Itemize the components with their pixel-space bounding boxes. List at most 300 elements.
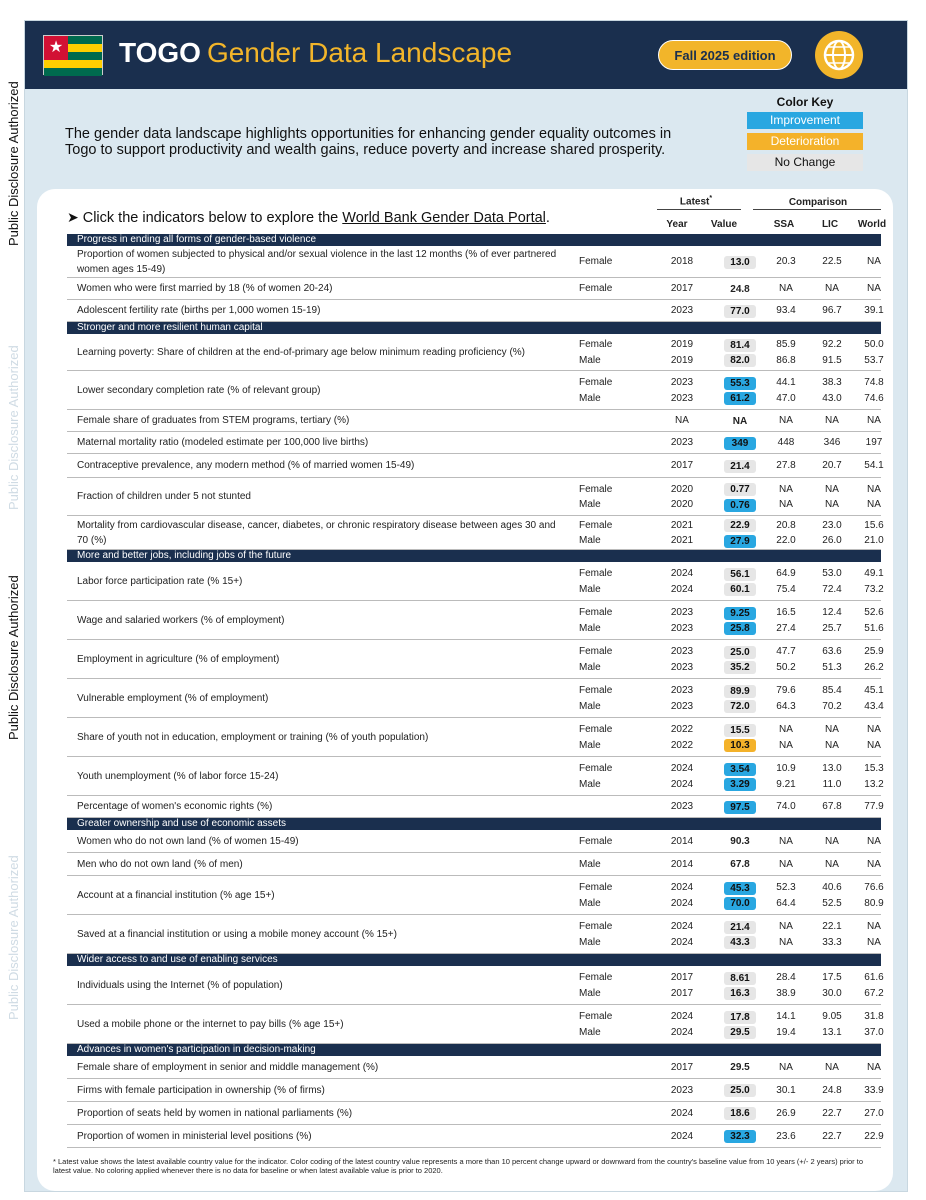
- world-value: 54.1: [864, 460, 884, 472]
- lic-value: NA: [825, 858, 839, 870]
- lic-value: NA: [825, 835, 839, 847]
- latest-value: 32.3: [724, 1130, 756, 1143]
- year-value: 2023: [670, 700, 694, 712]
- ssa-value: 26.9: [776, 1107, 796, 1119]
- latest-value: 3.29: [724, 778, 756, 791]
- value-header: Value: [710, 219, 738, 230]
- latest-value: 82.0: [724, 354, 756, 367]
- indicator-name[interactable]: Mortality from cardiovascular disease, cancer, diabetes, or chronic respiratory disease between ages 30 and 70 (%): [77, 519, 556, 546]
- sex-label: Female: [579, 646, 613, 657]
- indicator-row[interactable]: [67, 1056, 881, 1079]
- sex-label: Male: [579, 897, 601, 909]
- world-value: NA: [867, 483, 881, 495]
- indicator-name[interactable]: Percentage of women's economic rights (%): [77, 801, 273, 813]
- indicator-name[interactable]: Proportion of women in ministerial level positions (%): [77, 1130, 312, 1142]
- comparison-header: Comparison: [788, 197, 848, 208]
- year-value: 2024: [670, 1107, 694, 1119]
- year-value: 2024: [670, 778, 694, 790]
- world-value: NA: [867, 256, 881, 268]
- indicator-row[interactable]: [67, 562, 884, 601]
- lic-value: 70.2: [822, 700, 842, 712]
- sex-label: Female: [579, 256, 613, 268]
- year-value: NA: [675, 415, 689, 427]
- side-label: Public Disclosure Authorized: [6, 575, 21, 740]
- lic-value: 38.3: [822, 377, 842, 388]
- world-value: 33.9: [864, 1084, 884, 1096]
- sex-label: Female: [579, 724, 613, 735]
- edition-badge: Fall 2025 edition: [658, 40, 792, 70]
- year-value: 2021: [670, 535, 694, 546]
- indicator-name[interactable]: Used a mobile phone or the internet to pay bills (% age 15+): [77, 1018, 344, 1030]
- latest-value: 9.25: [724, 607, 756, 620]
- lic-value: 22.5: [822, 256, 842, 268]
- year-value: 2022: [670, 724, 694, 735]
- indicator-name[interactable]: Youth unemployment (% of labor force 15-24): [77, 770, 279, 782]
- world-value: NA: [867, 1061, 881, 1073]
- indicator-row[interactable]: [67, 432, 881, 454]
- ssa-value: 75.4: [776, 583, 796, 595]
- lic-value: 63.6: [822, 646, 842, 657]
- indicator-name[interactable]: Employment in agriculture (% of employment): [77, 653, 280, 665]
- side-label: Public Disclosure Authorized: [6, 81, 21, 246]
- ssa-value: 448: [777, 437, 795, 449]
- world-value: NA: [867, 283, 881, 295]
- lic-value: NA: [825, 739, 839, 751]
- ssa-value: NA: [779, 739, 793, 751]
- ssa-value: 27.8: [776, 460, 796, 472]
- indicator-panel: [37, 189, 893, 1191]
- indicator-name[interactable]: Proportion of seats held by women in national parliaments (%): [77, 1107, 353, 1119]
- ssa-value: NA: [779, 415, 793, 427]
- key-deterioration: Deterioration: [747, 133, 863, 150]
- lic-value: 33.3: [822, 936, 842, 948]
- sex-label: Male: [579, 535, 601, 546]
- world-value: 25.9: [864, 646, 884, 657]
- side-label-faint: Public Disclosure Authorized: [6, 345, 21, 510]
- sex-label: Female: [579, 568, 613, 579]
- world-value: 37.0: [864, 1026, 884, 1038]
- latest-value: 97.5: [724, 801, 756, 814]
- lic-value: 23.0: [822, 519, 842, 531]
- indicator-name[interactable]: Account at a financial institution (% age 15+): [77, 889, 275, 901]
- year-value: 2023: [670, 646, 694, 657]
- ssa-header: SSA: [773, 219, 795, 230]
- latest-value: 3.54: [724, 763, 756, 776]
- latest-value: 56.1: [724, 568, 756, 581]
- latest-header: Latest*: [679, 195, 713, 208]
- indicator-row[interactable]: [67, 966, 884, 1005]
- latest-value: 0.76: [724, 499, 756, 512]
- latest-value: 61.2: [724, 392, 756, 405]
- indicator-name[interactable]: Maternal mortality ratio (modeled estimate per 100,000 live births): [77, 437, 369, 449]
- lic-value: 22.1: [822, 921, 842, 932]
- ssa-value: 47.7: [776, 646, 796, 657]
- lic-value: 22.7: [822, 1130, 842, 1142]
- world-value: NA: [867, 936, 881, 948]
- section-header: Stronger and more resilient human capital: [67, 322, 881, 334]
- indicator-row[interactable]: [67, 679, 884, 718]
- world-value: 76.6: [864, 882, 884, 893]
- world-value: NA: [867, 835, 881, 847]
- indicator-row[interactable]: [67, 601, 884, 640]
- year-value: 2017: [670, 460, 694, 472]
- ssa-value: NA: [779, 483, 793, 495]
- indicator-row[interactable]: [67, 830, 881, 853]
- latest-value: 81.4: [724, 339, 756, 352]
- world-value: 49.1: [864, 568, 884, 579]
- lic-value: 13.1: [822, 1026, 842, 1038]
- year-value: 2024: [670, 568, 694, 579]
- lic-value: 92.2: [822, 339, 842, 350]
- indicator-row[interactable]: [67, 516, 884, 550]
- world-value: 27.0: [864, 1107, 884, 1119]
- world-value: 80.9: [864, 897, 884, 909]
- year-value: 2019: [670, 354, 694, 366]
- world-value: 73.2: [864, 583, 884, 595]
- indicator-name[interactable]: Vulnerable employment (% of employment): [77, 692, 269, 704]
- year-value: 2023: [670, 801, 694, 813]
- latest-value: 15.5: [724, 724, 756, 737]
- indicator-name[interactable]: Female share of graduates from STEM programs, tertiary (%): [77, 415, 350, 427]
- world-value: NA: [867, 415, 881, 427]
- ssa-value: NA: [779, 499, 793, 510]
- world-bank-globe-icon: [815, 31, 863, 79]
- year-value: 2017: [670, 1061, 694, 1073]
- ssa-value: 74.0: [776, 801, 796, 813]
- ssa-value: 27.4: [776, 622, 796, 634]
- latest-value: 10.3: [724, 739, 756, 752]
- latest-value: 24.8: [730, 283, 750, 295]
- sex-label: Male: [579, 661, 601, 673]
- latest-value: 16.3: [724, 987, 756, 1000]
- lic-value: 346: [823, 437, 841, 449]
- sex-label: Male: [579, 778, 601, 790]
- indicator-name[interactable]: Fraction of children under 5 not stunted: [77, 491, 251, 503]
- latest-value: 45.3: [724, 882, 756, 895]
- ssa-value: 86.8: [776, 354, 796, 366]
- year-header: Year: [666, 219, 688, 230]
- ssa-value: NA: [779, 724, 793, 735]
- ssa-value: 30.1: [776, 1084, 796, 1096]
- section-header: Greater ownership and use of economic assets: [67, 818, 881, 830]
- world-value: 39.1: [864, 305, 884, 317]
- ssa-value: NA: [779, 835, 793, 847]
- indicator-name[interactable]: Contraceptive prevalence, any modern method (% of married women 15-49): [77, 460, 415, 472]
- intro-text: The gender data landscape highlights opportunities for enhancing gender equality outcomes in Togo to support productivity and wealth gains, reduce poverty and increase shared prosperity.: [65, 126, 672, 158]
- latest-value: 8.61: [724, 972, 756, 985]
- indicator-name[interactable]: Share of youth not in education, employment or training (% of youth population): [77, 731, 429, 743]
- world-value: 61.6: [864, 972, 884, 983]
- ssa-value: 38.9: [776, 987, 796, 999]
- lic-value: 40.6: [822, 882, 842, 893]
- indicator-row[interactable]: [67, 410, 881, 432]
- lic-value: 17.5: [822, 972, 842, 983]
- lic-value: 30.0: [822, 987, 842, 999]
- world-value: 13.2: [864, 778, 884, 790]
- indicator-row[interactable]: [67, 757, 884, 796]
- ssa-value: 23.6: [776, 1130, 796, 1142]
- latest-value: 60.1: [724, 583, 756, 596]
- ssa-value: 44.1: [776, 377, 796, 388]
- latest-value: 67.8: [730, 859, 750, 871]
- sex-label: Female: [579, 685, 613, 696]
- year-value: 2024: [670, 1026, 694, 1038]
- lic-value: 12.4: [822, 607, 842, 618]
- lic-value: NA: [825, 283, 839, 295]
- ssa-value: 14.1: [776, 1011, 796, 1022]
- sex-label: Male: [579, 700, 601, 712]
- latest-value: 13.0: [724, 256, 756, 269]
- lic-value: NA: [825, 499, 839, 510]
- world-value: 31.8: [864, 1011, 884, 1022]
- year-value: 2024: [670, 1011, 694, 1022]
- lic-value: 52.5: [822, 897, 842, 909]
- color-key: Color Key Improvement Deterioration No Change: [747, 95, 863, 175]
- ssa-value: 22.0: [776, 535, 796, 546]
- indicator-row[interactable]: [67, 371, 884, 410]
- indicator-name[interactable]: Female share of employment in senior and middle management (%): [77, 1061, 379, 1073]
- ssa-value: 10.9: [776, 763, 796, 774]
- indicator-row[interactable]: [67, 1102, 884, 1125]
- lic-value: 91.5: [822, 354, 842, 366]
- indicator-name[interactable]: Women who were first married by 18 (% of women 20-24): [77, 283, 333, 295]
- footnote: * Latest value shows the latest available country value for the indicator. Color coding of the latest country value represents a more than 10 percent change upward or downward from the country's baseline value from 10 years (+/- 2 years) prior to latest value. No coloring applied whenever there is no data for baseline or when latest available value is prior to 2020.: [53, 1157, 863, 1175]
- indicator-row[interactable]: [67, 640, 884, 679]
- ssa-value: 20.3: [776, 256, 796, 268]
- world-value: 15.3: [864, 763, 884, 774]
- ssa-value: 20.8: [776, 519, 796, 531]
- latest-value: 349: [724, 437, 756, 450]
- year-value: 2017: [670, 987, 694, 999]
- latest-value: 90.3: [730, 836, 750, 848]
- indicator-row[interactable]: [67, 1079, 884, 1102]
- lic-header: LIC: [821, 219, 839, 230]
- indicator-name[interactable]: Women who do not own land (% of women 15-49): [77, 835, 299, 847]
- world-value: 45.1: [864, 685, 884, 696]
- lic-value: 43.0: [822, 392, 842, 404]
- latest-value: 22.9: [724, 519, 756, 532]
- ssa-value: 52.3: [776, 882, 796, 893]
- year-value: 2023: [670, 377, 694, 388]
- latest-value: 89.9: [724, 685, 756, 698]
- lic-value: NA: [825, 483, 839, 495]
- year-value: 2023: [670, 437, 694, 449]
- lic-value: 11.0: [822, 778, 842, 790]
- indicator-row[interactable]: [67, 915, 881, 954]
- indicator-row[interactable]: [67, 1125, 884, 1148]
- world-value: NA: [867, 724, 881, 735]
- indicator-row[interactable]: [67, 454, 884, 478]
- cursor-arrow-icon: ➤: [67, 209, 79, 225]
- sex-label: Male: [579, 622, 601, 634]
- ssa-value: NA: [779, 283, 793, 295]
- lic-value: 9.05: [822, 1011, 842, 1022]
- year-value: 2023: [670, 685, 694, 696]
- latest-value: 43.3: [724, 936, 756, 949]
- year-value: 2021: [670, 519, 694, 531]
- indicator-row[interactable]: [67, 853, 881, 876]
- year-value: 2024: [670, 583, 694, 595]
- latest-value: NA: [732, 415, 748, 427]
- ssa-value: 93.4: [776, 305, 796, 317]
- latest-value: 21.4: [724, 921, 756, 934]
- world-value: 74.8: [864, 377, 884, 388]
- latest-value: 21.4: [724, 460, 756, 473]
- lic-value: 85.4: [822, 685, 842, 696]
- year-value: 2023: [670, 392, 694, 404]
- indicator-name[interactable]: Saved at a financial institution or using a mobile money account (% 15+): [77, 928, 397, 940]
- world-value: 22.9: [864, 1130, 884, 1142]
- world-value: NA: [867, 858, 881, 870]
- ssa-value: 79.6: [776, 685, 796, 696]
- ssa-value: 64.3: [776, 700, 796, 712]
- indicator-row[interactable]: [67, 796, 884, 818]
- indicator-name[interactable]: Individuals using the Internet (% of population): [77, 979, 283, 991]
- world-header: World: [857, 219, 887, 230]
- indicator-row[interactable]: [67, 300, 884, 322]
- portal-link[interactable]: World Bank Gender Data Portal: [342, 210, 546, 226]
- world-value: 53.7: [864, 354, 884, 366]
- sex-label: Male: [579, 987, 601, 999]
- world-value: NA: [867, 499, 881, 510]
- latest-value: 29.5: [730, 1062, 750, 1074]
- year-value: 2014: [670, 858, 694, 870]
- section-header: Progress in ending all forms of gender-based violence: [67, 234, 881, 246]
- year-value: 2023: [670, 607, 694, 618]
- year-value: 2024: [670, 897, 694, 909]
- lic-value: 24.8: [822, 1084, 842, 1096]
- latest-value: 35.2: [724, 661, 756, 674]
- lic-value: 13.0: [822, 763, 842, 774]
- page-title: TOGO Gender Data Landscape: [119, 37, 513, 68]
- world-value: 26.2: [864, 661, 884, 673]
- sex-label: Female: [579, 377, 613, 388]
- ssa-value: 64.4: [776, 897, 796, 909]
- section-header: Wider access to and use of enabling services: [67, 954, 881, 966]
- latest-value: 70.0: [724, 897, 756, 910]
- section-header: More and better jobs, including jobs of the future: [67, 550, 881, 562]
- sex-label: Male: [579, 936, 601, 948]
- indicator-row[interactable]: [67, 876, 884, 915]
- world-value: 15.6: [864, 519, 884, 531]
- latest-value: 25.0: [724, 1084, 756, 1097]
- year-value: 2023: [670, 305, 694, 317]
- ssa-value: 9.21: [776, 778, 796, 790]
- latest-value: 0.77: [724, 483, 756, 496]
- side-label-faint: Public Disclosure Authorized: [6, 855, 21, 1020]
- indicator-name[interactable]: Firms with female participation in ownership (% of firms): [77, 1084, 325, 1096]
- indicator-row[interactable]: [67, 246, 881, 278]
- lic-value: NA: [825, 724, 839, 735]
- ssa-value: 50.2: [776, 661, 796, 673]
- sex-label: Male: [579, 1026, 601, 1038]
- indicator-table: [67, 234, 884, 1148]
- indicator-name[interactable]: Labor force participation rate (% 15+): [77, 575, 243, 587]
- latest-value: 55.3: [724, 377, 756, 390]
- indicator-name[interactable]: Lower secondary completion rate (% of relevant group): [77, 384, 321, 396]
- key-improvement: Improvement: [747, 112, 863, 129]
- indicator-name[interactable]: Learning poverty: Share of children at the end-of-primary age below minimum reading proficiency (%): [77, 346, 525, 358]
- indicator-row[interactable]: [67, 478, 881, 516]
- year-value: 2020: [670, 483, 694, 495]
- year-value: 2024: [670, 882, 694, 893]
- year-value: 2019: [670, 339, 694, 350]
- sex-label: Female: [579, 835, 613, 847]
- indicator-row[interactable]: [67, 1005, 884, 1044]
- indicator-row[interactable]: [67, 334, 884, 371]
- world-value: 51.6: [864, 622, 884, 634]
- year-value: 2024: [670, 1130, 694, 1142]
- sex-label: Male: [579, 739, 601, 751]
- latest-value: 17.8: [724, 1011, 756, 1024]
- year-value: 2024: [670, 921, 694, 932]
- world-value: 52.6: [864, 607, 884, 618]
- report-frame: [24, 20, 908, 1192]
- world-value: NA: [867, 921, 881, 932]
- latest-value: 72.0: [724, 700, 756, 713]
- sex-label: Female: [579, 339, 613, 350]
- togo-flag-icon: ★: [43, 35, 103, 75]
- year-value: 2017: [670, 283, 694, 295]
- lic-value: 25.7: [822, 622, 842, 634]
- sex-label: Female: [579, 1011, 613, 1022]
- lic-value: 26.0: [822, 535, 842, 546]
- sex-label: Male: [579, 858, 601, 870]
- ssa-value: 47.0: [776, 392, 796, 404]
- year-value: 2024: [670, 763, 694, 774]
- latest-value: 29.5: [724, 1026, 756, 1039]
- indicator-name[interactable]: Adolescent fertility rate (births per 1,000 women 15-19): [77, 305, 321, 317]
- latest-value: 25.0: [724, 646, 756, 659]
- indicator-row[interactable]: [67, 278, 881, 300]
- sex-label: Male: [579, 392, 601, 404]
- lic-value: 20.7: [822, 460, 842, 472]
- ssa-value: NA: [779, 1061, 793, 1073]
- sex-label: Female: [579, 519, 613, 531]
- portal-instruction: ➤ Click the indicators below to explore the World Bank Gender Data Portal.: [67, 209, 550, 226]
- key-no-change: No Change: [747, 154, 863, 171]
- world-value: NA: [867, 739, 881, 751]
- sex-label: Female: [579, 283, 613, 295]
- lic-value: 96.7: [822, 305, 842, 317]
- sex-label: Male: [579, 583, 601, 595]
- sex-label: Female: [579, 763, 613, 774]
- indicator-name[interactable]: Wage and salaried workers (% of employment): [77, 614, 285, 626]
- world-value: 67.2: [864, 987, 884, 999]
- indicator-name[interactable]: Proportion of women subjected to physical and/or sexual violence in the last 12 months (% of ever partnered women ages 15-49): [77, 248, 557, 275]
- sex-label: Female: [579, 483, 613, 495]
- latest-value: 27.9: [724, 535, 756, 548]
- sex-label: Female: [579, 607, 613, 618]
- lic-value: 72.4: [822, 583, 842, 595]
- indicator-row[interactable]: [67, 718, 881, 757]
- sex-label: Male: [579, 499, 601, 510]
- ssa-value: 85.9: [776, 339, 796, 350]
- latest-value: 18.6: [724, 1107, 756, 1120]
- year-value: 2017: [670, 972, 694, 983]
- header-bar: [25, 21, 907, 89]
- ssa-value: 28.4: [776, 972, 796, 983]
- indicator-name[interactable]: Men who do not own land (% of men): [77, 858, 243, 870]
- lic-value: NA: [825, 1061, 839, 1073]
- lic-value: 51.3: [822, 661, 842, 673]
- sex-label: Female: [579, 972, 613, 983]
- sex-label: Male: [579, 354, 601, 366]
- lic-value: 22.7: [822, 1107, 842, 1119]
- ssa-value: 64.9: [776, 568, 796, 579]
- ssa-value: NA: [779, 921, 793, 932]
- world-value: 43.4: [864, 700, 884, 712]
